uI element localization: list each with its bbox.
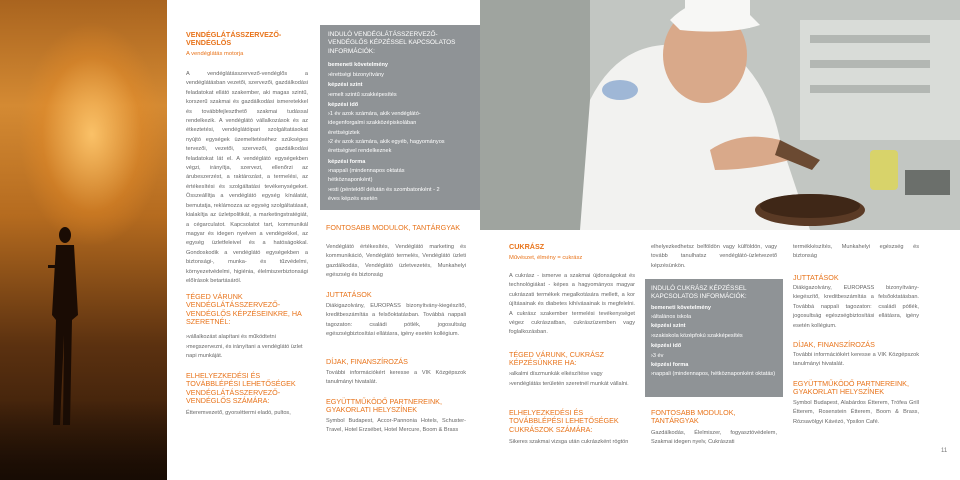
col2-form-item: › nappali (mindennapos oktatás hétköznaponként) [328,167,448,186]
col2-partners-title: EGYÜTTMŰKÖDŐ PARTNEREINK, GYAKORLATI HELYSZÍNEK [326,397,442,415]
page-number: 11 [941,448,948,454]
col2-box-title: INDULÓ VENDÉGLÁTÁSSZERVEZŐ-VENDÉGLŐS KÉPZÉSSEL KAPCSOLATOS INFORMÁCIÓK: [328,31,456,55]
col5-fees-body: További információkért keresse a VIK Közgépszok tanulmányi hivatalát. [793,352,919,368]
col4-req-item: › általános iskola [651,313,777,322]
col2-form-label: képzési forma [328,159,366,165]
col1-subtitle: A vendéglátás motorja [186,51,244,57]
col3-career-body: Sikeres szakmai vizsga után cukrászként rögtön [509,439,629,445]
col2-modules-title: FONTOSABB MODULOK, TANTÁRGYAK [326,223,461,232]
col2-fees-title: DÍJAK, FINANSZÍROZÁS [326,357,408,366]
col3-why-item: › vendéglátás területén szeretnél munkát vállalni. [509,380,635,389]
col4-req-label: bemeneti követelmény [651,305,712,311]
col2-level-item: › emelt szintű szakképesítés [328,91,474,100]
col2-time-item: › 2 év azok számára, akik egyéb, hagyományos érettségivel rendelkeznek [328,138,448,157]
col2-bonus-title: JUTTATÁSOK [326,290,372,299]
col4-modules-body: Gazdálkodás, Élelmiszer, fogyasztóvédelem, Szakmai idegen nyelv, Cukrászati [651,430,777,446]
col5-bonus-title: JUTTATÁSOK [793,273,839,282]
col2-req-label: bemeneti követelmény [328,62,389,68]
col2-partners-body: Symbol Budapest, Accor-Pannonia Hotels, Schuster-Travel, Hotel Erzsébet, Hotel Mercure, Boom & Brass [326,418,466,434]
col4-box-title: INDULÓ CUKRÁSZ KÉPZÉSSEL KAPCSOLATOS INFORMÁCIÓK: [651,285,747,301]
col2-modules-body: Vendéglátó értékesítés, Vendéglátó marketing és kommunikáció, Vendéglátó termelés, Vendéglátó üzleti gazdálkodás, Vendéglátó üzletvezetés, Munkahelyi egészség és biztonság [326,244,466,279]
floor-shadow [0,400,167,480]
col5-intro: termékkészítés, Munkahelyi egészség és biztonság [793,244,919,260]
col3-why-title: TÉGED VÁRUNK, CUKRÁSZ KÉPZÉSÜNKRE HA: [509,350,605,368]
col5-bonus-body: Diákigazolvány, EUROPASS bizonyítvány-kiegészítő, kreditbeszámítás a felsőoktatásban. Továbbá nappali tagozaton: családi pótlék, jogosultság egészségbiztosítási ellátásra, igény esetén kollégium. [793,285,919,329]
col3-subtitle: Művészet, élmény = cukrász [509,255,583,261]
col4-level-label: képzési szint [651,323,686,329]
col1-why-title: TÉGED VÁRUNK VENDÉGLÁTÁSSZERVEZŐ-VENDÉGLŐS KÉPZÉSEINKRE, HA SZERETNÉL: [186,292,302,327]
waiter-sunset-photo [0,0,167,480]
col5-partners-body: Symbol Budapest, Alabárdos Étterem, Trófea Grill Étterem, Rosenstein Étterem, Boom & Brass, Rózsavölgyi Kávézó, Ypsilon Café. [793,400,919,425]
col1-why-item: › megszervezni, és irányítani a vendéglátó üzlet napi munkáját. [186,343,308,362]
col3-why-item: › alkalmi díszmunkák elkészítése vagy [509,370,635,379]
col3-body: A cukrász - ismerve a szakmai újdonságokat és technológiákat - képes a hagyományos magyar cukrászati termékek megalkotására mellett, a kor újításainak és diabetes kihívásainak is megfelelni. A cukrász szakember termelési tevékenységet végez cukrászatban, cukrászüzemben vagy foglalkozásban. [509,273,635,336]
pastry-chef-illustration [480,0,960,230]
col5-fees-title: DÍJAK, FINANSZÍROZÁS [793,340,875,349]
col2-req-item: › érettségi bizonyítvány [328,71,474,80]
col1-career-title: ELHELYEZKEDÉSI ÉS TOVÁBBLÉPÉSI LEHETŐSÉGEK VENDÉGLÁTÁSSZERVEZŐ-VENDÉGLŐS SZÁMÁRA: [186,371,296,406]
col2-form-item: › esti (péntektől délután és szombatonként - 2 éves képzés esetén [328,186,448,205]
pastry-chef-photo [480,0,960,230]
col5-partners-title: EGYÜTTMŰKÖDŐ PARTNEREINK, GYAKORLATI HELYSZÍNEK [793,379,909,397]
col4-time-label: képzési idő [651,343,682,349]
col4-form-label: képzési forma [651,362,689,368]
col1-why-item: › vállalkozást alapítani és működtetni [186,333,308,342]
col3-title: CUKRÁSZ [509,242,545,251]
col4-modules-title: FONTOSABB MODULOK, TANTÁRGYAK [651,408,736,426]
col1-career-body: Étteremvezető, gyorséttermi eladó, pultos, [186,410,291,416]
col2-time-item: › 1 év azok számára, akik vendéglátó-idegenforgalmi szakközépiskolában érettségiztek [328,110,448,138]
waiter-silhouette-icon [48,225,82,425]
col1-title: VENDÉGLÁTÁSSZERVEZŐ-VENDÉGLŐS [186,30,282,48]
col2-time-label: képzési idő [328,102,359,108]
col1-body: A vendéglátásszervező-vendéglős a vendéglátásban vezetői, szervezői, gazdálkodási feladatokat ellátó szakember, aki magas szintű, korszerű szakmai és gazdálkodási ismeretekkel és továbbfejleszthető szakmai tudással rendelkezik. A vendéglátó vállalkozások és az étkeztetési, vendéglátóipari szolgáltatásokat nyújtó egységek üzemeltetéséhez szükséges tervezői, vezetői, szervezői, gazdálkodási feladatokat lát el. A vendéglátó egységekben végzi, irányítja, szervezi, ellenőrzi az árubeszerzést, a raktározást, a termelési, az értékesítési és szolgáltatási tevékenységeket. Összeállítja a vendéglátó egység kínálatát, bemutatja, reklámozza az egység szolgáltatásait, kialakítja az üzletpolitikát, a marketingstratégiát, a cégarculatot. Kapcsolatot tart, kommunikál magyar és idegen nyelven a vendégekkel, az egység üzletfeleivel és a hatóságokkal. Gondoskodik a vendéglátó egységekben a biztonsági-, munka- és tűzvédelmi, környezetvédelmi, higiénia, élelmiszerbiztonsági előírások betartásáról. [186,71,308,284]
col4-level-item: › szakiskola középfokú szakképesítés [651,332,777,341]
col2-fees-body: További információkért keresse a VIK Közgépszok tanulmányi hivatalát. [326,370,466,386]
col4-intro: elhelyezkedhetsz belföldön vagy külföldön, vagy tovább tanulhatsz vendéglátó-üzletvezető képzésünkön. [651,244,777,269]
col4-time-item: › 3 év [651,352,777,361]
col3-career-title: ELHELYEZKEDÉSI ÉS TOVÁBBLÉPÉSI LEHETŐSÉGEK CUKRÁSZOK SZÁMÁRA: [509,408,619,434]
col4-form-item: › nappali (mindennapos, hétköznaponként oktatás) [651,370,777,379]
col2-level-label: képzési szint [328,82,363,88]
col2-bonus-body: Diákigazolvány, EUROPASS bizonyítvány-kiegészítő, kreditbeszámítás a felsőoktatásban. Továbbá nappali tagozaton: családi pótlék, jogosultság egészségbiztosítási ellátásra, igény esetén kollégium. [326,303,466,338]
